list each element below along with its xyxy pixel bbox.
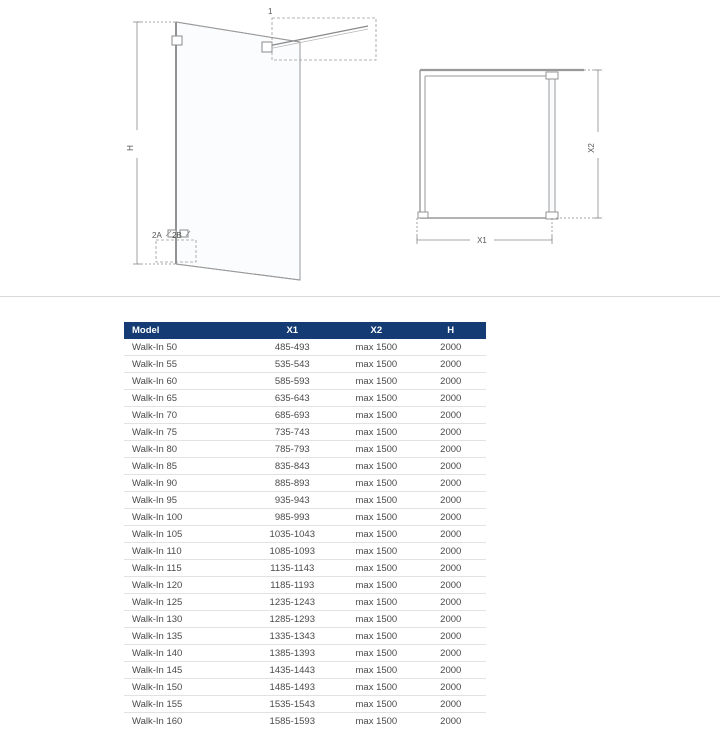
cell-x2: max 1500 — [337, 509, 415, 526]
cell-h: 2000 — [415, 645, 486, 662]
table-row — [124, 662, 486, 679]
drawings-svg — [0, 0, 720, 296]
cell-h: 2000 — [415, 526, 486, 543]
cell-h: 2000 — [415, 458, 486, 475]
cell-model: Walk-In 110 — [124, 543, 247, 560]
cell-model: Walk-In 60 — [124, 373, 247, 390]
cell-x2: max 1500 — [337, 390, 415, 407]
front-view-drawing — [168, 22, 368, 280]
cell-x2: max 1500 — [337, 526, 415, 543]
cell-x1: 935-943 — [247, 492, 337, 509]
cell-model: Walk-In 140 — [124, 645, 247, 662]
table-row — [124, 475, 486, 492]
cell-x1: 1035-1043 — [247, 526, 337, 543]
cell-h: 2000 — [415, 628, 486, 645]
cell-x2: max 1500 — [337, 662, 415, 679]
detail-marker-label: 1 — [268, 7, 273, 16]
table-row — [124, 696, 486, 713]
cell-x1: 735-743 — [247, 424, 337, 441]
cell-h: 2000 — [415, 475, 486, 492]
table-row — [124, 713, 486, 729]
table-row — [124, 424, 486, 441]
table-row — [124, 339, 486, 356]
cell-x1: 835-843 — [247, 458, 337, 475]
cell-model: Walk-In 125 — [124, 594, 247, 611]
cell-x2: max 1500 — [337, 560, 415, 577]
cell-x1: 585-593 — [247, 373, 337, 390]
table-header-row — [124, 322, 486, 339]
cell-x1: 1335-1343 — [247, 628, 337, 645]
cell-h: 2000 — [415, 390, 486, 407]
section-divider — [0, 296, 720, 297]
cell-x1: 1185-1193 — [247, 577, 337, 594]
cell-x2: max 1500 — [337, 628, 415, 645]
cell-model: Walk-In 95 — [124, 492, 247, 509]
cell-h: 2000 — [415, 577, 486, 594]
cell-h: 2000 — [415, 713, 486, 729]
cell-h: 2000 — [415, 679, 486, 696]
cell-x2: max 1500 — [337, 373, 415, 390]
table-row — [124, 407, 486, 424]
column-header-model: Model — [124, 322, 247, 339]
table-row — [124, 356, 486, 373]
specification-table-container — [124, 322, 486, 729]
specification-table — [124, 322, 486, 729]
cell-model: Walk-In 65 — [124, 390, 247, 407]
table-row — [124, 390, 486, 407]
cell-x2: max 1500 — [337, 543, 415, 560]
cell-h: 2000 — [415, 509, 486, 526]
table-row — [124, 560, 486, 577]
cell-h: 2000 — [415, 339, 486, 356]
cell-model: Walk-In 160 — [124, 713, 247, 729]
cell-x2: max 1500 — [337, 339, 415, 356]
cell-model: Walk-In 85 — [124, 458, 247, 475]
table-row — [124, 611, 486, 628]
cell-x1: 1235-1243 — [247, 594, 337, 611]
cell-x1: 785-793 — [247, 441, 337, 458]
cell-x2: max 1500 — [337, 696, 415, 713]
cell-h: 2000 — [415, 407, 486, 424]
cell-x1: 1485-1493 — [247, 679, 337, 696]
cell-model: Walk-In 155 — [124, 696, 247, 713]
cell-x1: 1085-1093 — [247, 543, 337, 560]
cell-x2: max 1500 — [337, 492, 415, 509]
cell-h: 2000 — [415, 356, 486, 373]
cell-model: Walk-In 100 — [124, 509, 247, 526]
cell-model: Walk-In 135 — [124, 628, 247, 645]
cell-h: 2000 — [415, 594, 486, 611]
table-row — [124, 628, 486, 645]
cell-model: Walk-In 115 — [124, 560, 247, 577]
x2-label: X2 — [587, 143, 596, 153]
cell-model: Walk-In 150 — [124, 679, 247, 696]
cell-model: Walk-In 105 — [124, 526, 247, 543]
cell-h: 2000 — [415, 611, 486, 628]
cell-h: 2000 — [415, 560, 486, 577]
top-view-drawing — [418, 70, 584, 219]
cell-x2: max 1500 — [337, 458, 415, 475]
cell-x2: max 1500 — [337, 424, 415, 441]
cell-h: 2000 — [415, 373, 486, 390]
table-row — [124, 441, 486, 458]
cell-h: 2000 — [415, 543, 486, 560]
x1-label: X1 — [477, 236, 487, 245]
cell-x2: max 1500 — [337, 441, 415, 458]
table-row — [124, 594, 486, 611]
cell-x1: 1135-1143 — [247, 560, 337, 577]
column-header-x2: X2 — [337, 322, 415, 339]
table-row — [124, 492, 486, 509]
bracket-label-2a: 2A — [152, 231, 162, 240]
cell-x2: max 1500 — [337, 594, 415, 611]
cell-h: 2000 — [415, 662, 486, 679]
cell-model: Walk-In 130 — [124, 611, 247, 628]
cell-x2: max 1500 — [337, 713, 415, 729]
height-dimension — [133, 22, 176, 264]
table-row — [124, 577, 486, 594]
cell-x1: 1585-1593 — [247, 713, 337, 729]
cell-x1: 1285-1293 — [247, 611, 337, 628]
cell-h: 2000 — [415, 441, 486, 458]
table-row — [124, 679, 486, 696]
cell-x1: 1385-1393 — [247, 645, 337, 662]
table-body — [124, 339, 486, 729]
cell-model: Walk-In 70 — [124, 407, 247, 424]
table-row — [124, 526, 486, 543]
bracket-label-2b: 2B — [172, 231, 182, 240]
table-row — [124, 645, 486, 662]
cell-model: Walk-In 90 — [124, 475, 247, 492]
cell-x1: 635-643 — [247, 390, 337, 407]
cell-x2: max 1500 — [337, 475, 415, 492]
table-row — [124, 543, 486, 560]
cell-model: Walk-In 80 — [124, 441, 247, 458]
cell-x1: 1535-1543 — [247, 696, 337, 713]
table-header — [124, 322, 486, 339]
cell-model: Walk-In 120 — [124, 577, 247, 594]
cell-x1: 885-893 — [247, 475, 337, 492]
cell-x2: max 1500 — [337, 407, 415, 424]
height-label: H — [126, 145, 135, 151]
cell-x2: max 1500 — [337, 611, 415, 628]
cell-h: 2000 — [415, 492, 486, 509]
table-row — [124, 509, 486, 526]
cell-h: 2000 — [415, 424, 486, 441]
cell-x2: max 1500 — [337, 577, 415, 594]
cell-model: Walk-In 145 — [124, 662, 247, 679]
cell-x1: 535-543 — [247, 356, 337, 373]
cell-model: Walk-In 75 — [124, 424, 247, 441]
cell-x2: max 1500 — [337, 679, 415, 696]
cell-model: Walk-In 50 — [124, 339, 247, 356]
cell-x1: 985-993 — [247, 509, 337, 526]
cell-x1: 1435-1443 — [247, 662, 337, 679]
cell-x2: max 1500 — [337, 356, 415, 373]
column-header-x1: X1 — [247, 322, 337, 339]
cell-x1: 485-493 — [247, 339, 337, 356]
column-header-h: H — [415, 322, 486, 339]
cell-model: Walk-In 55 — [124, 356, 247, 373]
cell-x2: max 1500 — [337, 645, 415, 662]
drawings-area — [0, 0, 720, 296]
cell-h: 2000 — [415, 696, 486, 713]
table-row — [124, 373, 486, 390]
table-row — [124, 458, 486, 475]
cell-x1: 685-693 — [247, 407, 337, 424]
